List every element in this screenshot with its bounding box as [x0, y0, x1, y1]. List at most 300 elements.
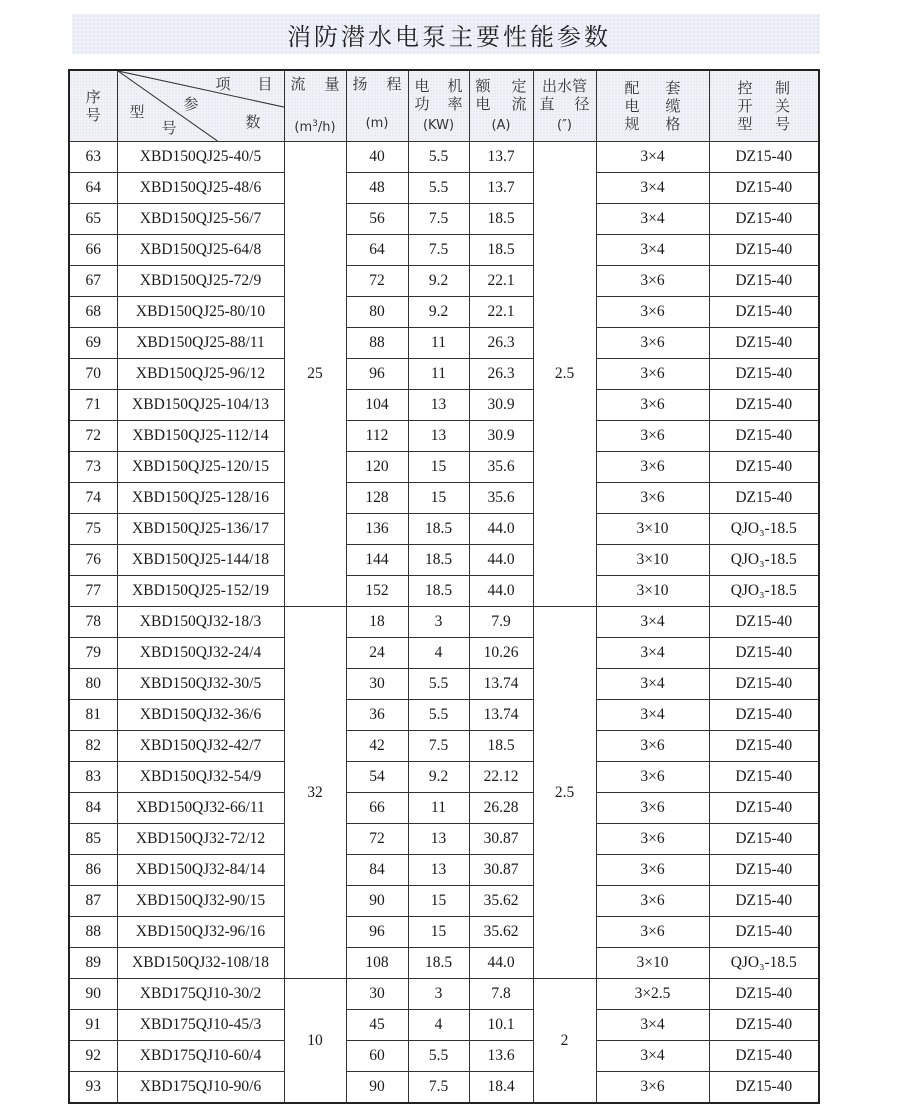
cell-switch: DZ15-40	[709, 979, 819, 1010]
cell-model: XBD150QJ25-144/18	[117, 545, 284, 576]
header-power	[408, 70, 469, 142]
cell-model: XBD150QJ32-84/14	[117, 855, 284, 886]
cell-switch: QJO₃-18.5	[709, 545, 819, 576]
cell-flow: 32	[284, 607, 346, 979]
cell-current: 35.6	[469, 483, 533, 514]
table-row	[69, 700, 819, 731]
cell-pipe-diameter: 2	[533, 979, 596, 1104]
flow-unit-pre: (m	[294, 120, 313, 135]
cell-current: 18.5	[469, 204, 533, 235]
cell-seq: 86	[69, 855, 117, 886]
cell-model: XBD150QJ25-112/14	[117, 421, 284, 452]
cell-model: XBD150QJ32-42/7	[117, 731, 284, 762]
diag-param-1: 参	[183, 95, 199, 113]
cell-switch: DZ15-40	[709, 452, 819, 483]
cell-head: 54	[346, 762, 408, 793]
cell-switch: DZ15-40	[709, 204, 819, 235]
cell-seq: 87	[69, 886, 117, 917]
cell-cable: 3×4	[596, 235, 709, 266]
table-row	[69, 359, 819, 390]
cell-head: 108	[346, 948, 408, 979]
cell-switch: DZ15-40	[709, 607, 819, 638]
header-cable-5: 规	[624, 115, 640, 133]
cell-current: 44.0	[469, 545, 533, 576]
cell-cable: 3×6	[596, 390, 709, 421]
cell-cable: 3×6	[596, 793, 709, 824]
table-row	[69, 948, 819, 979]
header-head	[346, 70, 408, 142]
cell-current: 35.62	[469, 886, 533, 917]
header-switch-1: 控	[737, 79, 753, 97]
header-cable-4: 缆	[665, 97, 681, 115]
table-row	[69, 452, 819, 483]
cell-head: 96	[346, 917, 408, 948]
header-power-unit: (KW)	[422, 118, 455, 133]
header-power-4: 率	[447, 95, 463, 113]
cell-power: 18.5	[408, 514, 469, 545]
cell-current: 7.9	[469, 607, 533, 638]
cell-seq: 71	[69, 390, 117, 421]
cell-power: 4	[408, 638, 469, 669]
table-row	[69, 886, 819, 917]
cell-power: 7.5	[408, 1072, 469, 1104]
cell-model: XBD175QJ10-45/3	[117, 1010, 284, 1041]
table-row	[69, 731, 819, 762]
header-seq-line-2: 号	[85, 106, 101, 124]
header-pipe-unit: (″)	[557, 118, 572, 133]
cell-seq: 91	[69, 1010, 117, 1041]
cell-head: 30	[346, 669, 408, 700]
header-current-4: 流	[511, 95, 527, 113]
cell-pipe-diameter: 2.5	[533, 142, 596, 607]
cell-model: XBD150QJ25-64/8	[117, 235, 284, 266]
cell-model: XBD175QJ10-90/6	[117, 1072, 284, 1104]
cell-head: 120	[346, 452, 408, 483]
cell-power: 18.5	[408, 948, 469, 979]
cell-head: 72	[346, 824, 408, 855]
header-seq-line-1: 序	[85, 88, 101, 106]
header-current-unit: (A)	[491, 118, 511, 133]
header-head-2: 程	[386, 75, 402, 93]
header-cable-1: 配	[624, 79, 640, 97]
cell-model: XBD150QJ25-104/13	[117, 390, 284, 421]
cell-switch: DZ15-40	[709, 1010, 819, 1041]
cell-power: 3	[408, 607, 469, 638]
cell-current: 35.6	[469, 452, 533, 483]
header-pipe-1: 出水管	[541, 77, 587, 95]
cell-model: XBD150QJ25-40/5	[117, 142, 284, 173]
diag-item-1: 项	[215, 75, 231, 93]
cell-cable: 3×6	[596, 1072, 709, 1104]
cell-power: 9.2	[408, 297, 469, 328]
cell-current: 26.28	[469, 793, 533, 824]
header-cable-6: 格	[665, 115, 681, 133]
table-row	[69, 607, 819, 638]
cell-switch: QJO₃-18.5	[709, 514, 819, 545]
header-seq	[69, 70, 117, 142]
cell-head: 40	[346, 142, 408, 173]
cell-switch: DZ15-40	[709, 297, 819, 328]
table-row	[69, 235, 819, 266]
cell-head: 45	[346, 1010, 408, 1041]
cell-seq: 90	[69, 979, 117, 1010]
cell-head: 48	[346, 173, 408, 204]
table-row	[69, 483, 819, 514]
cell-cable: 3×4	[596, 607, 709, 638]
cell-power: 13	[408, 421, 469, 452]
cell-switch: DZ15-40	[709, 731, 819, 762]
table-row	[69, 1010, 819, 1041]
table-row	[69, 669, 819, 700]
cell-seq: 70	[69, 359, 117, 390]
header-diagonal-model-params	[117, 70, 284, 142]
page-title: 消防潜水电泵主要性能参数	[287, 22, 611, 51]
cell-head: 72	[346, 266, 408, 297]
cell-cable: 3×4	[596, 669, 709, 700]
cell-flow: 10	[284, 979, 346, 1104]
header-pipe-2: 直	[539, 95, 555, 113]
cell-current: 44.0	[469, 576, 533, 607]
cell-pipe-diameter: 2.5	[533, 607, 596, 979]
cell-head: 60	[346, 1041, 408, 1072]
table-row	[69, 638, 819, 669]
cell-head: 66	[346, 793, 408, 824]
table-row	[69, 328, 819, 359]
header-cable-2: 套	[665, 79, 681, 97]
cell-seq: 68	[69, 297, 117, 328]
cell-cable: 3×10	[596, 514, 709, 545]
cell-switch: DZ15-40	[709, 638, 819, 669]
cell-model: XBD175QJ10-60/4	[117, 1041, 284, 1072]
header-cable	[596, 70, 709, 142]
cell-power: 13	[408, 824, 469, 855]
table-row	[69, 514, 819, 545]
cell-cable: 3×6	[596, 855, 709, 886]
cell-seq: 82	[69, 731, 117, 762]
cell-switch: DZ15-40	[709, 855, 819, 886]
cell-seq: 84	[69, 793, 117, 824]
cell-power: 7.5	[408, 731, 469, 762]
cell-model: XBD150QJ25-120/15	[117, 452, 284, 483]
cell-current: 18.5	[469, 731, 533, 762]
cell-seq: 69	[69, 328, 117, 359]
table-row	[69, 142, 819, 173]
table-row	[69, 173, 819, 204]
cell-head: 30	[346, 979, 408, 1010]
cell-seq: 74	[69, 483, 117, 514]
cell-current: 7.8	[469, 979, 533, 1010]
cell-power: 11	[408, 359, 469, 390]
cell-head: 84	[346, 855, 408, 886]
cell-cable: 3×6	[596, 917, 709, 948]
cell-power: 15	[408, 917, 469, 948]
cell-power: 5.5	[408, 700, 469, 731]
cell-switch: QJO₃-18.5	[709, 948, 819, 979]
cell-cable: 3×10	[596, 545, 709, 576]
cell-model: XBD150QJ25-152/19	[117, 576, 284, 607]
cell-model: XBD150QJ32-66/11	[117, 793, 284, 824]
cell-seq: 65	[69, 204, 117, 235]
header-head-1: 扬	[352, 75, 368, 93]
header-current-1: 额	[475, 77, 491, 95]
cell-power: 15	[408, 483, 469, 514]
cell-current: 18.4	[469, 1072, 533, 1104]
cell-switch: DZ15-40	[709, 328, 819, 359]
table-row	[69, 297, 819, 328]
cell-switch: DZ15-40	[709, 700, 819, 731]
header-pipe-3: 径	[574, 95, 590, 113]
cell-seq: 77	[69, 576, 117, 607]
cell-model: XBD150QJ32-96/16	[117, 917, 284, 948]
header-switch-3: 开	[737, 97, 753, 115]
header-switch-4: 关	[774, 97, 790, 115]
header-current	[469, 70, 533, 142]
cell-seq: 92	[69, 1041, 117, 1072]
cell-cable: 3×6	[596, 297, 709, 328]
cell-seq: 85	[69, 824, 117, 855]
table-row	[69, 576, 819, 607]
cell-seq: 76	[69, 545, 117, 576]
cell-power: 3	[408, 979, 469, 1010]
cell-head: 96	[346, 359, 408, 390]
cell-model: XBD150QJ32-24/4	[117, 638, 284, 669]
cell-switch: DZ15-40	[709, 142, 819, 173]
cell-current: 13.74	[469, 700, 533, 731]
cell-cable: 3×4	[596, 700, 709, 731]
cell-switch: DZ15-40	[709, 1041, 819, 1072]
flow-unit-post: /h)	[317, 120, 336, 135]
cell-seq: 63	[69, 142, 117, 173]
table-row	[69, 824, 819, 855]
cell-cable: 3×10	[596, 948, 709, 979]
cell-switch: DZ15-40	[709, 390, 819, 421]
cell-switch: QJO₃-18.5	[709, 576, 819, 607]
table-row	[69, 917, 819, 948]
header-current-3: 电	[475, 95, 491, 113]
cell-model: XBD150QJ32-90/15	[117, 886, 284, 917]
pump-parameter-table	[68, 69, 820, 1104]
cell-head: 104	[346, 390, 408, 421]
cell-power: 11	[408, 328, 469, 359]
cell-current: 22.1	[469, 297, 533, 328]
cell-switch: DZ15-40	[709, 917, 819, 948]
cell-switch: DZ15-40	[709, 266, 819, 297]
cell-model: XBD150QJ25-48/6	[117, 173, 284, 204]
cell-power: 5.5	[408, 669, 469, 700]
cell-model: XBD150QJ25-88/11	[117, 328, 284, 359]
cell-cable: 3×4	[596, 1041, 709, 1072]
cell-head: 24	[346, 638, 408, 669]
cell-model: XBD150QJ25-80/10	[117, 297, 284, 328]
diagonal-header	[118, 71, 284, 141]
cell-current: 13.6	[469, 1041, 533, 1072]
title-band	[72, 14, 820, 54]
cell-seq: 79	[69, 638, 117, 669]
cell-head: 90	[346, 886, 408, 917]
cell-head: 42	[346, 731, 408, 762]
cell-seq: 73	[69, 452, 117, 483]
cell-switch: DZ15-40	[709, 824, 819, 855]
cell-cable: 3×4	[596, 638, 709, 669]
cell-head: 36	[346, 700, 408, 731]
cell-seq: 72	[69, 421, 117, 452]
cell-switch: DZ15-40	[709, 669, 819, 700]
cell-flow: 25	[284, 142, 346, 607]
cell-seq: 66	[69, 235, 117, 266]
cell-cable: 3×6	[596, 483, 709, 514]
header-power-3: 功	[414, 95, 430, 113]
cell-model: XBD150QJ32-108/18	[117, 948, 284, 979]
cell-model: XBD150QJ25-72/9	[117, 266, 284, 297]
table-row	[69, 266, 819, 297]
cell-current: 30.9	[469, 421, 533, 452]
header-cable-3: 电	[624, 97, 640, 115]
cell-head: 128	[346, 483, 408, 514]
cell-switch: DZ15-40	[709, 886, 819, 917]
table-row	[69, 1072, 819, 1104]
cell-cable: 3×4	[596, 1010, 709, 1041]
cell-model: XBD175QJ10-30/2	[117, 979, 284, 1010]
cell-model: XBD150QJ32-30/5	[117, 669, 284, 700]
cell-seq: 75	[69, 514, 117, 545]
header-current-2: 定	[511, 77, 527, 95]
cell-head: 136	[346, 514, 408, 545]
cell-seq: 64	[69, 173, 117, 204]
cell-seq: 78	[69, 607, 117, 638]
cell-power: 15	[408, 886, 469, 917]
cell-cable: 3×6	[596, 824, 709, 855]
header-flow-1: 流	[290, 75, 306, 93]
cell-power: 5.5	[408, 173, 469, 204]
cell-power: 9.2	[408, 266, 469, 297]
cell-seq: 80	[69, 669, 117, 700]
header-head-unit: (m)	[365, 116, 389, 131]
diag-model-2: 号	[161, 119, 177, 137]
cell-switch: DZ15-40	[709, 235, 819, 266]
cell-head: 18	[346, 607, 408, 638]
cell-model: XBD150QJ32-36/6	[117, 700, 284, 731]
cell-power: 7.5	[408, 204, 469, 235]
cell-seq: 83	[69, 762, 117, 793]
cell-switch: DZ15-40	[709, 421, 819, 452]
cell-current: 13.7	[469, 142, 533, 173]
cell-current: 30.87	[469, 855, 533, 886]
cell-power: 7.5	[408, 235, 469, 266]
cell-cable: 3×4	[596, 204, 709, 235]
cell-cable: 3×6	[596, 731, 709, 762]
cell-cable: 3×4	[596, 173, 709, 204]
cell-seq: 67	[69, 266, 117, 297]
cell-head: 80	[346, 297, 408, 328]
cell-head: 64	[346, 235, 408, 266]
cell-model: XBD150QJ32-72/12	[117, 824, 284, 855]
header-switch-6: 号	[774, 115, 790, 133]
cell-power: 5.5	[408, 142, 469, 173]
cell-switch: DZ15-40	[709, 1072, 819, 1104]
cell-model: XBD150QJ25-56/7	[117, 204, 284, 235]
cell-current: 10.1	[469, 1010, 533, 1041]
header-switch	[709, 70, 819, 142]
table-row	[69, 855, 819, 886]
table-row	[69, 390, 819, 421]
cell-switch: DZ15-40	[709, 359, 819, 390]
cell-current: 10.26	[469, 638, 533, 669]
header-flow-unit	[285, 115, 346, 137]
cell-seq: 88	[69, 917, 117, 948]
cell-power: 18.5	[408, 576, 469, 607]
cell-head: 56	[346, 204, 408, 235]
cell-model: XBD150QJ25-128/16	[117, 483, 284, 514]
cell-model: XBD150QJ32-54/9	[117, 762, 284, 793]
cell-cable: 3×6	[596, 421, 709, 452]
cell-current: 22.12	[469, 762, 533, 793]
cell-seq: 81	[69, 700, 117, 731]
cell-current: 35.62	[469, 917, 533, 948]
cell-seq: 89	[69, 948, 117, 979]
cell-cable: 3×4	[596, 142, 709, 173]
cell-current: 30.9	[469, 390, 533, 421]
cell-current: 13.7	[469, 173, 533, 204]
cell-model: XBD150QJ25-96/12	[117, 359, 284, 390]
cell-cable: 3×6	[596, 328, 709, 359]
cell-cable: 3×10	[596, 576, 709, 607]
cell-power: 13	[408, 390, 469, 421]
header-flow-2: 量	[324, 75, 340, 93]
cell-current: 44.0	[469, 948, 533, 979]
cell-cable: 3×6	[596, 452, 709, 483]
table-row	[69, 762, 819, 793]
cell-cable: 3×6	[596, 886, 709, 917]
header-switch-5: 型	[737, 115, 753, 133]
cell-power: 5.5	[408, 1041, 469, 1072]
header-power-2: 机	[447, 77, 463, 95]
cell-head: 112	[346, 421, 408, 452]
cell-current: 30.87	[469, 824, 533, 855]
table-row	[69, 421, 819, 452]
cell-cable: 3×6	[596, 762, 709, 793]
table-row	[69, 204, 819, 235]
diag-item-2: 目	[257, 75, 273, 93]
cell-power: 18.5	[408, 545, 469, 576]
cell-cable: 3×6	[596, 359, 709, 390]
diag-param-2: 数	[245, 113, 261, 131]
header-row	[69, 70, 819, 142]
table-row	[69, 793, 819, 824]
header-power-1: 电	[414, 77, 430, 95]
cell-model: XBD150QJ32-18/3	[117, 607, 284, 638]
cell-head: 88	[346, 328, 408, 359]
diag-model-1: 型	[129, 103, 145, 121]
cell-head: 90	[346, 1072, 408, 1104]
table-row	[69, 1041, 819, 1072]
cell-power: 9.2	[408, 762, 469, 793]
cell-power: 15	[408, 452, 469, 483]
cell-switch: DZ15-40	[709, 483, 819, 514]
cell-switch: DZ15-40	[709, 793, 819, 824]
header-pipe	[533, 70, 596, 142]
cell-power: 4	[408, 1010, 469, 1041]
table-row	[69, 979, 819, 1010]
flow-unit-sup: 3	[312, 119, 318, 129]
cell-current: 26.3	[469, 328, 533, 359]
cell-current: 22.1	[469, 266, 533, 297]
cell-current: 13.74	[469, 669, 533, 700]
cell-switch: DZ15-40	[709, 173, 819, 204]
cell-power: 11	[408, 793, 469, 824]
table-row	[69, 545, 819, 576]
cell-head: 144	[346, 545, 408, 576]
cell-current: 44.0	[469, 514, 533, 545]
